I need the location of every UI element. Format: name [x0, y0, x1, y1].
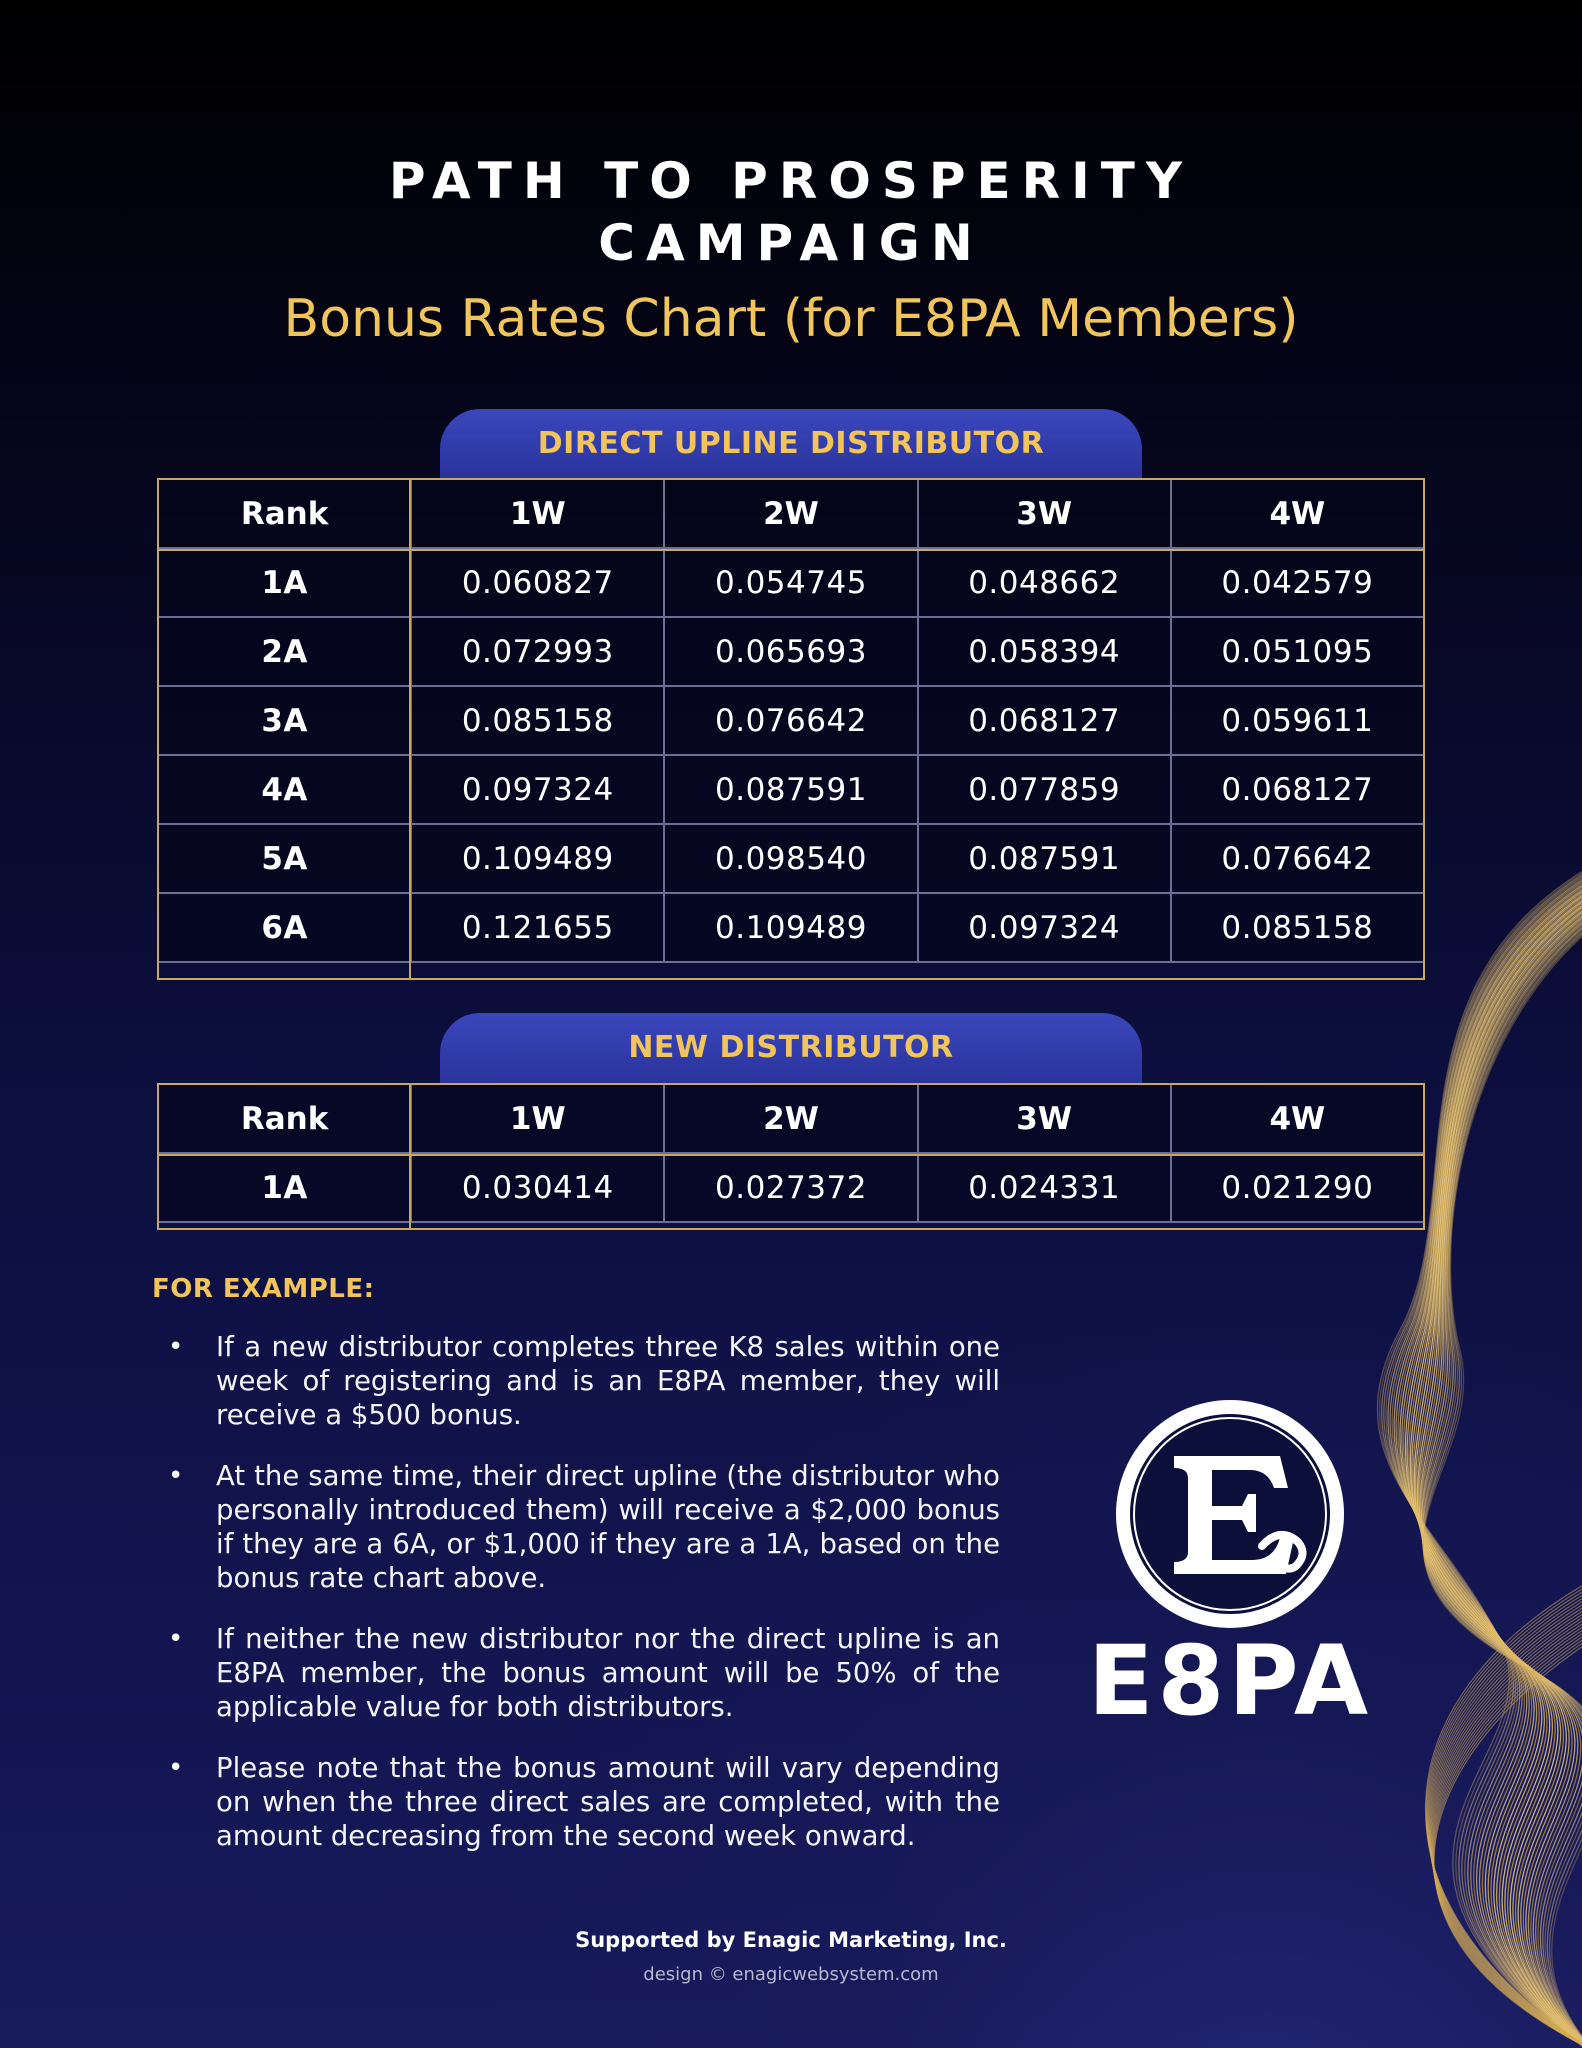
wave-line	[1416, 896, 1582, 2048]
page-subtitle: Bonus Rates Chart (for E8PA Members)	[283, 289, 1299, 349]
column-header: 4W	[1171, 1084, 1424, 1153]
wave-line	[1412, 889, 1582, 2048]
rate-cell: 0.085158	[411, 686, 664, 755]
list-item: • If a new distributor completes three K8 sales within one week of registering and is an E8PA member, they will receive a $500 bonus.	[168, 1330, 1000, 1432]
footer-supported: Supported by Enagic Marketing, Inc.	[575, 1928, 1007, 1952]
wave-line	[1414, 892, 1582, 2048]
rate-cell: 0.030414	[411, 1153, 664, 1222]
table-header-row	[158, 479, 1424, 548]
rate-cell: 0.058394	[918, 617, 1171, 686]
rate-cell: 0.121655	[411, 893, 664, 962]
wave-line	[1420, 904, 1582, 2048]
wave-line	[1402, 879, 1582, 2048]
wave-line	[1384, 865, 1582, 2048]
example-heading: FOR EXAMPLE:	[152, 1274, 375, 1304]
wave-line	[1434, 1637, 1582, 2048]
table-row	[158, 1153, 1424, 1222]
wave-line	[1413, 891, 1582, 2048]
wave-line	[1392, 871, 1582, 2048]
title-line-2: CAMPAIGN	[598, 214, 984, 272]
wave-line	[1386, 866, 1582, 2048]
table-row	[158, 824, 1424, 893]
wave-line	[1423, 914, 1582, 2048]
table-row	[158, 548, 1424, 617]
wave-line	[1423, 920, 1582, 2048]
wave-line	[1421, 905, 1582, 2048]
rate-cell: 0.087591	[664, 755, 917, 824]
list-item: • If neither the new distributor nor the direct upline is an E8PA member, the bonus amount will be 50% of the applicable value for both distributors.	[168, 1622, 1000, 1724]
rank-cell: 1A	[158, 548, 411, 617]
wave-line	[1422, 912, 1582, 2048]
new-distributor-label: NEW DISTRIBUTOR	[440, 1013, 1142, 1083]
wave-line	[1404, 881, 1582, 2048]
rate-cell: 0.077859	[918, 755, 1171, 824]
wave-line	[1400, 878, 1582, 2048]
rate-cell: 0.051095	[1171, 617, 1424, 686]
rate-cell: 0.054745	[664, 548, 917, 617]
wave-line	[1422, 910, 1582, 2048]
rate-cell: 0.065693	[664, 617, 917, 686]
rate-cell: 0.097324	[918, 893, 1171, 962]
wave-line	[1423, 917, 1582, 2048]
rate-cell: 0.024331	[918, 1153, 1171, 1222]
rate-cell: 0.027372	[664, 1153, 917, 1222]
table-row	[158, 686, 1424, 755]
column-header: 3W	[918, 1084, 1171, 1153]
wave-line	[1434, 1640, 1582, 2048]
wave-line	[1433, 1631, 1582, 2048]
column-header: 2W	[664, 479, 917, 548]
rate-cell: 0.059611	[1171, 686, 1424, 755]
wave-line	[1420, 902, 1582, 2048]
wave-line	[1407, 884, 1582, 2048]
wave-line	[1396, 875, 1582, 2048]
column-header: Rank	[158, 1084, 411, 1153]
list-item: • At the same time, their direct upline (the distributor who personally introduced them) will receive a $2,000 bonus if they are a 6A, or $1,000 if they are a 1A, based on the bonus rate chart above.	[168, 1459, 1000, 1595]
logo-wordmark: E8PA	[1087, 1625, 1373, 1737]
rate-cell: 0.109489	[411, 824, 664, 893]
table-header-row	[158, 1084, 1424, 1153]
rate-cell: 0.048662	[918, 548, 1171, 617]
wave-line	[1398, 876, 1582, 2048]
wave-line	[1415, 894, 1582, 2048]
wave-line	[1419, 901, 1582, 2048]
wave-line	[1390, 870, 1582, 2048]
rank-divider	[409, 478, 411, 980]
wave-line	[1421, 907, 1582, 2048]
wave-line	[1410, 888, 1582, 2048]
list-item: • Please note that the bonus amount will vary depending on when the three direct sales are completed, with the amount decreasing from the second week onward.	[168, 1751, 1000, 1853]
rate-cell: 0.072993	[411, 617, 664, 686]
wave-line	[1423, 918, 1582, 2048]
wave-line	[1418, 899, 1582, 2048]
e8pa-seal-icon	[1112, 1396, 1348, 1632]
rate-cell: 0.098540	[664, 824, 917, 893]
wave-line	[1423, 915, 1582, 2048]
wave-line	[1382, 863, 1582, 2048]
title-line-1: PATH TO PROSPERITY	[388, 152, 1194, 210]
wave-line	[1422, 909, 1582, 2048]
rank-divider	[409, 1083, 411, 1230]
column-header: 3W	[918, 479, 1171, 548]
rate-cell: 0.021290	[1171, 1153, 1424, 1222]
rate-cell: 0.042579	[1171, 548, 1424, 617]
header-divider	[157, 1154, 1425, 1156]
rate-cell: 0.109489	[664, 893, 917, 962]
rate-cell: 0.087591	[918, 824, 1171, 893]
column-header: 1W	[411, 479, 664, 548]
rate-cell: 0.068127	[918, 686, 1171, 755]
rank-cell: 1A	[158, 1153, 411, 1222]
rate-cell: 0.097324	[411, 755, 664, 824]
wave-line	[1409, 886, 1582, 2048]
wave-line	[1380, 862, 1582, 2048]
header-divider	[157, 549, 1425, 551]
direct-upline-label: DIRECT UPLINE DISTRIBUTOR	[440, 409, 1142, 479]
wave-line	[1388, 868, 1582, 2048]
wave-line	[1417, 897, 1582, 2048]
new-distributor-table	[157, 1083, 1425, 1223]
wave-line	[1394, 873, 1582, 2048]
column-header: 2W	[664, 1084, 917, 1153]
table-row	[158, 755, 1424, 824]
rank-cell: 2A	[158, 617, 411, 686]
rank-cell: 4A	[158, 755, 411, 824]
footer-design-credit: design © enagicwebsystem.com	[643, 1964, 939, 1985]
wave-line	[1433, 1634, 1582, 2048]
rate-cell: 0.085158	[1171, 893, 1424, 962]
rank-cell: 6A	[158, 893, 411, 962]
rate-cell: 0.068127	[1171, 755, 1424, 824]
column-header: Rank	[158, 479, 411, 548]
rank-cell: 3A	[158, 686, 411, 755]
wave-line	[1377, 860, 1582, 2048]
column-header: 1W	[411, 1084, 664, 1153]
wave-line	[1405, 883, 1582, 2048]
table-row	[158, 893, 1424, 962]
rate-cell: 0.076642	[664, 686, 917, 755]
example-list	[168, 1330, 1000, 1880]
rate-cell: 0.076642	[1171, 824, 1424, 893]
rank-cell: 5A	[158, 824, 411, 893]
column-header: 4W	[1171, 479, 1424, 548]
table-row	[158, 617, 1424, 686]
rate-cell: 0.060827	[411, 548, 664, 617]
page-title	[0, 150, 1582, 274]
